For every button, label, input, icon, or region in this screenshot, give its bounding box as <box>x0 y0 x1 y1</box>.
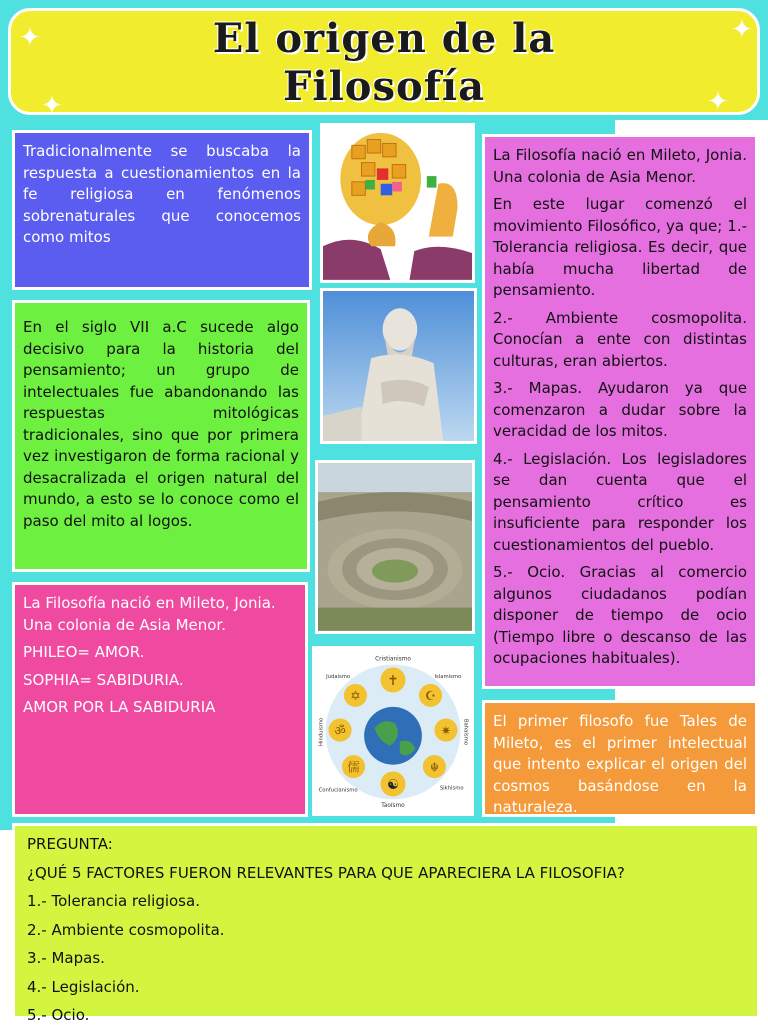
origin-text: La Filosofía nació en Mileto, Jonia. Una colonia de Asia Menor. <box>23 594 276 634</box>
answer-3: 3.- Mapas. <box>27 949 105 967</box>
svg-text:✡: ✡ <box>350 688 361 704</box>
myth-text-box <box>12 130 312 290</box>
answer-1: 1.- Tolerancia religiosa. <box>27 892 200 910</box>
title-line-2: Filosofía <box>283 63 485 110</box>
title-banner <box>8 8 760 121</box>
label-christianity: Cristianismo <box>375 656 411 663</box>
question-text: ¿QUÉ 5 FACTORES FUERON RELEVANTES PARA QUE APARECIERA LA FILOSOFIA? <box>27 863 625 882</box>
title-line-1: El origen de la <box>212 15 556 62</box>
myth-text: Tradicionalmente se buscaba la respuesta a cuestionamientos en la fe religiosa en fenómenos sobrenaturales que conocemos como mitos <box>23 142 301 246</box>
factor-1: En este lugar comenzó el movimiento Filosófico, ya que; 1.- Tolerancia religiosa. Es decir, que había mucha libertad de pensamiento. <box>493 195 747 299</box>
label-bahai: Bahaísmo <box>462 718 469 745</box>
question-label: PREGUNTA: <box>27 835 113 853</box>
answer-4: 4.- Legislación. <box>27 977 140 996</box>
phileo-text: PHILEO= AMOR. <box>23 643 145 661</box>
svg-text:✷: ✷ <box>440 722 452 738</box>
sparkle-icon: ✦ <box>41 91 63 121</box>
page-title <box>11 15 757 111</box>
label-islam: Islamismo <box>434 674 462 681</box>
sparkle-icon: ✦ <box>19 23 41 53</box>
answer-5: 5.- Ocio. <box>27 1006 90 1024</box>
svg-text:ॐ: ॐ <box>334 722 346 738</box>
label-confucianism: Confucianismo <box>318 787 358 794</box>
puzzle-head-image <box>320 123 475 283</box>
svg-text:☯: ☯ <box>386 776 400 793</box>
label-sikhism: Sikhismo <box>439 785 464 792</box>
svg-text:☬: ☬ <box>429 759 439 775</box>
factor-5: 5.- Ocio. Gracias al comercio algunos ciudadanos podían disponer de tiempo de ocio (Tiempo libre o descanso de las ocupaciones habituales). <box>493 563 747 667</box>
factors-text-box <box>482 134 758 689</box>
thales-text-box <box>482 700 758 817</box>
factor-4: 4.- Legislación. Los legisladores se dan cuenta que el pensamiento crítico es insuficiente para responder los cuestionamientos del pueblo. <box>493 449 747 554</box>
answer-2: 2.- Ambiente cosmopolita. <box>27 920 225 939</box>
religions-diagram-image <box>312 646 474 816</box>
sparkle-icon: ✦ <box>707 87 729 117</box>
logos-text-box <box>12 300 310 572</box>
svg-text:☪: ☪ <box>424 688 437 704</box>
factor-2: 2.- Ambiente cosmopolita. Conocían a ente con distintas culturas, eran abiertos. <box>493 308 747 370</box>
love-wisdom-text: AMOR POR LA SABIDURIA <box>23 698 216 716</box>
question-box <box>12 823 760 1024</box>
origin-text-box <box>12 582 308 817</box>
svg-text:✝: ✝ <box>387 672 399 689</box>
factor-3: 3.- Mapas. Ayudaron ya que comenzaron a dudar sobre la veracidad de los mitos. <box>493 379 747 440</box>
label-taoism: Taoísmo <box>381 803 405 810</box>
sparkle-icon: ✦ <box>731 15 753 45</box>
thales-text: El primer filosofo fue Tales de Mileto, es el primer intelectual que intento explicar el origen del cosmos basándose en la naturaleza. <box>493 712 747 816</box>
label-judaism: Judaísmo <box>326 674 351 681</box>
factors-intro: La Filosofía nació en Mileto, Jonia. Una colonia de Asia Menor. <box>493 146 747 186</box>
sophia-text: SOPHIA= SABIDURIA. <box>23 670 184 689</box>
logos-text: En el siglo VII a.C sucede algo decisivo para la historia del pensamiento; un grupo de intelectuales fue abandonando las respuestas mitológicas tradicionales, sino que por primera vez investigaron de forma racional y desacralizada el origen natural del mundo, a esto se lo conoce como el paso del mito al logos. <box>23 318 299 530</box>
label-hinduism: Hinduismo <box>318 717 325 747</box>
ancient-theater-image <box>315 460 475 634</box>
philosopher-statue-image <box>320 288 477 444</box>
svg-text:儒: 儒 <box>347 759 360 775</box>
